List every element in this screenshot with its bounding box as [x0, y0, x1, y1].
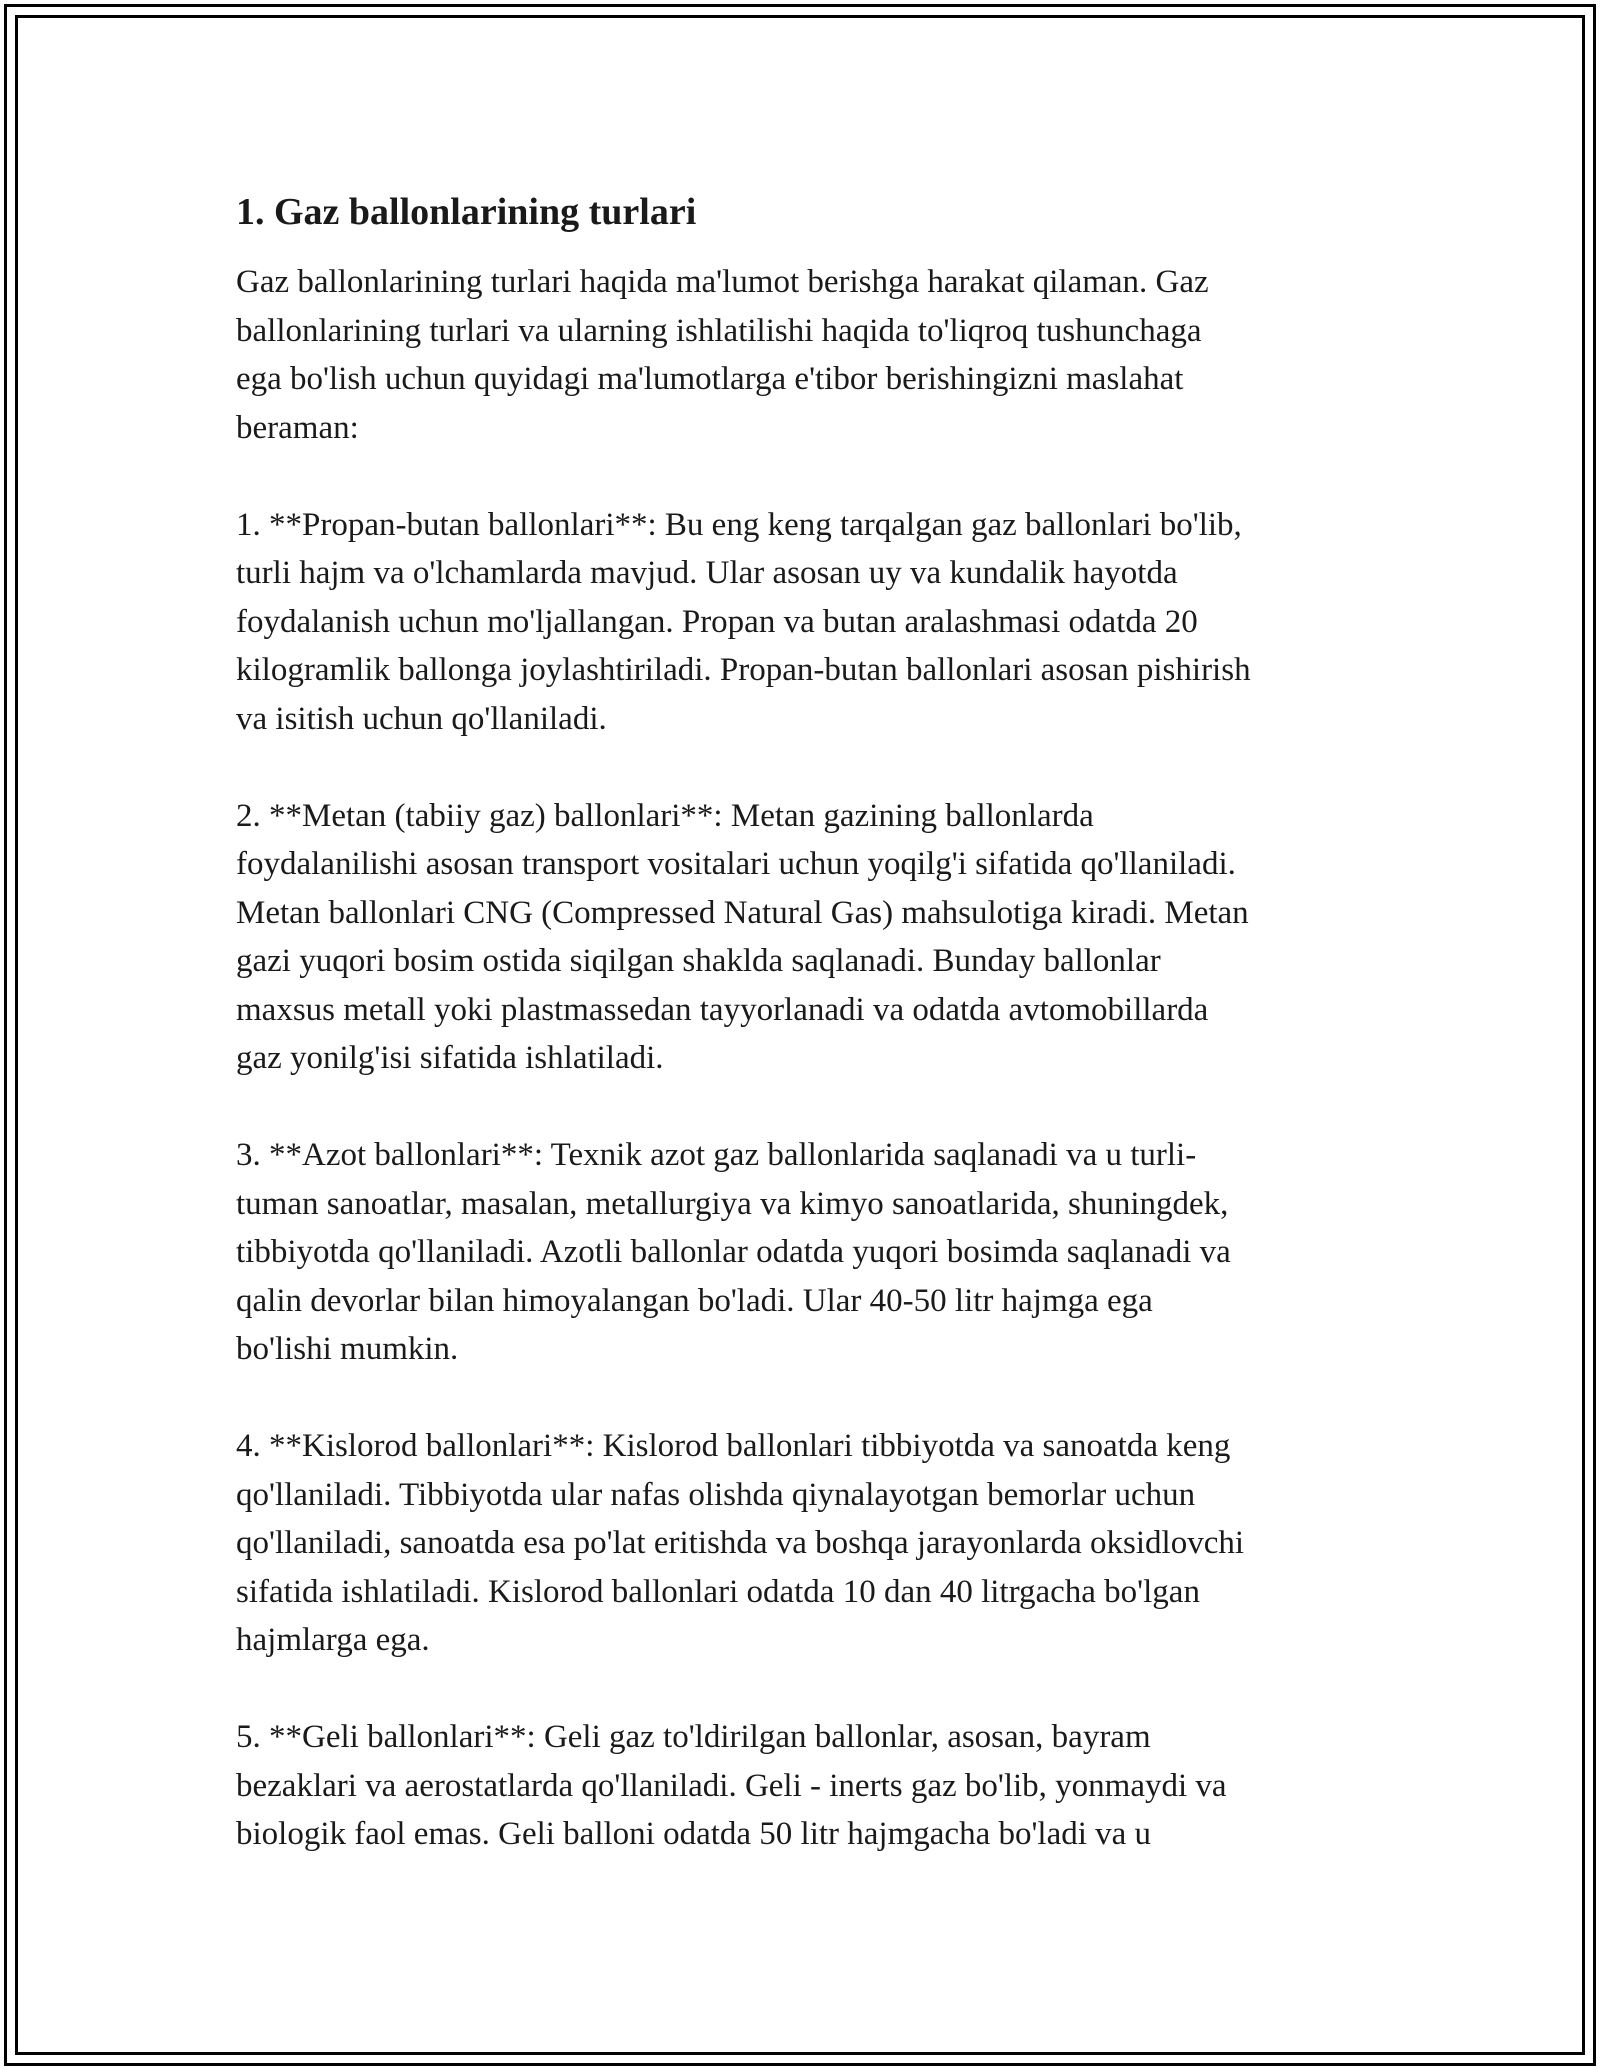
paragraph-line: 3. **Azot ballonlari**: Texnik azot gaz ballonlarida saqlanadi va u turli- [236, 1137, 1197, 1173]
paragraph-line: sifatida ishlatiladi. Kislorod ballonlari odatda 10 dan 40 litrgacha bo'lgan [236, 1573, 1200, 1610]
paragraph-line: maxsus metall yoki plastmassedan tayyorlanadi va odatda avtomobillarda [236, 991, 1209, 1028]
paragraph-line: foydalanilishi asosan transport vositalari uchun yoqilg'i sifatida qo'llaniladi. [236, 846, 1236, 882]
paragraph-line: qo'llaniladi, sanoatda esa po'lat eritishda va boshqa jarayonlarda oksidlovchi [236, 1525, 1245, 1561]
document-paragraph [236, 258, 1376, 452]
paragraph-line: qalin devorlar bilan himoyalangan bo'ladi. Ular 40-50 litr hajmga ega [236, 1282, 1153, 1319]
paragraph-line: turli hajm va o'lchamlarda mavjud. Ular asosan uy va kundalik hayotda [236, 555, 1178, 591]
paragraph-line: gaz yonilg'isi sifatida ishlatiladi. [236, 1040, 664, 1076]
document-paragraph [236, 1713, 1376, 1859]
document-paragraph [236, 1131, 1376, 1374]
paragraph-line: 5. **Geli ballonlari**: Geli gaz to'ldirilgan ballonlar, asosan, bayram [236, 1719, 1151, 1755]
paragraph-line: 4. **Kislorod ballonlari**: Kislorod ballonlari tibbiyotda va sanoatda keng [236, 1428, 1231, 1464]
document-paragraph [236, 1422, 1376, 1665]
document-paragraph [236, 792, 1376, 1083]
paragraph-line: tibbiyotda qo'llaniladi. Azotli ballonlar odatda yuqori bosimda saqlanadi va [236, 1234, 1231, 1270]
paragraph-line: qo'llaniladi. Tibbiyotda ular nafas olishda qiynalayotgan bemorlar uchun [236, 1476, 1196, 1513]
paragraph-line: foydalanish uchun mo'ljallangan. Propan va butan aralashmasi odatda 20 [236, 603, 1198, 640]
paragraph-line: Gaz ballonlarining turlari haqida ma'lumot berishga harakat qilaman. Gaz [236, 264, 1209, 300]
paragraph-line: ega bo'lish uchun quyidagi ma'lumotlarga e'tibor berishingizni maslahat [236, 361, 1184, 397]
paragraph-line: va isitish uchun qo'llaniladi. [236, 700, 607, 737]
paragraph-line: gazi yuqori bosim ostida siqilgan shaklda saqlanadi. Bunday ballonlar [236, 943, 1161, 979]
document-paragraph [236, 501, 1376, 744]
paragraph-line: bezaklari va aerostatlarda qo'llaniladi. Geli - inerts gaz bo'lib, yonmaydi va [236, 1767, 1227, 1804]
document-heading: 1. Gaz ballonlarining turlari [236, 191, 697, 233]
paragraph-line: 2. **Metan (tabiiy gaz) ballonlari**: Metan gazining ballonlarda [236, 797, 1094, 834]
paragraph-line: tuman sanoatlar, masalan, metallurgiya va kimyo sanoatlarida, shuningdek, [236, 1185, 1229, 1222]
paragraph-line: 1. **Propan-butan ballonlari**: Bu eng keng tarqalgan gaz ballonlari bo'lib, [236, 506, 1242, 543]
paragraph-line: ballonlarining turlari va ularning ishlatilishi haqida to'liqroq tushunchaga [236, 312, 1202, 349]
paragraph-line: bo'lishi mumkin. [236, 1331, 459, 1367]
paragraph-line: biologik faol emas. Geli balloni odatda 50 litr hajmgacha bo'ladi va u [236, 1816, 1152, 1852]
paragraph-line: Metan ballonlari CNG (Compressed Natural Gas) mahsulotiga kiradi. Metan [236, 894, 1249, 931]
paragraph-line: hajmlarga ega. [236, 1622, 430, 1658]
paragraph-line: kilogramlik ballonga joylashtiriladi. Propan-butan ballonlari asosan pishirish [236, 652, 1251, 688]
paragraph-line: beraman: [236, 409, 359, 446]
document-body [236, 186, 1376, 1907]
paragraph-list [236, 258, 1376, 1859]
